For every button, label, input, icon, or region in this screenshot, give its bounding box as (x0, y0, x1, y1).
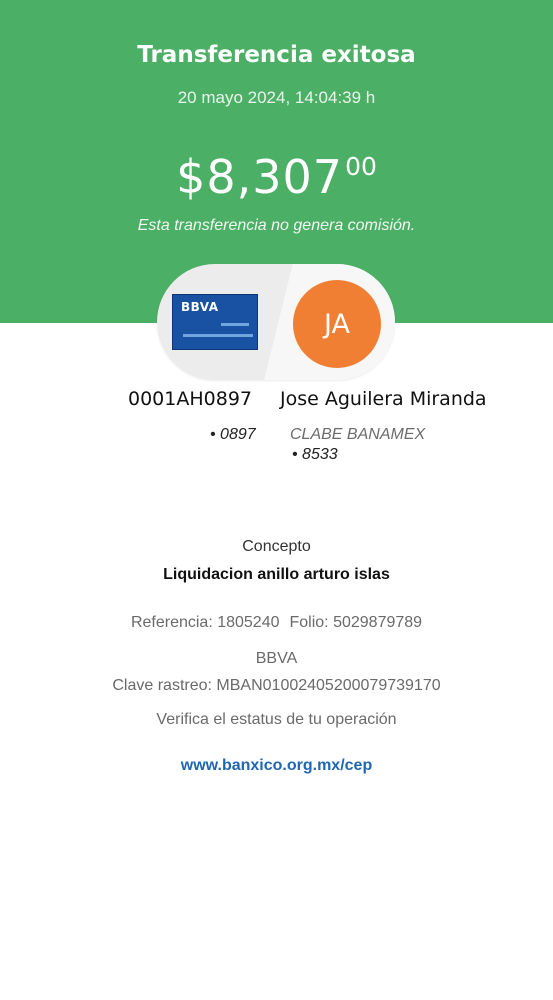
recipient-clabe-last: • 8533 (292, 446, 338, 463)
verify-status-text: Verifica el estatus de tu operación (156, 711, 397, 728)
concept-label: Concepto (242, 538, 311, 555)
bank-logo: BBVA (181, 300, 219, 314)
amount-cents: 00 (345, 152, 377, 181)
tracking-key: Clave rastreo: MBAN01002405200079739170 (112, 677, 441, 694)
transfer-datetime: 20 mayo 2024, 14:04:39 h (177, 88, 376, 107)
banxico-cep-link[interactable]: www.banxico.org.mx/cep (180, 757, 373, 774)
reference-folio-line (0, 614, 553, 632)
folio: Folio: 5029879789 (289, 614, 423, 631)
bank-card-icon (172, 294, 258, 350)
transfer-amount (0, 150, 553, 204)
page-title: Transferencia exitosa (137, 42, 416, 68)
amount-main: $8,307 (176, 150, 344, 204)
sender-account-last: • 0897 (210, 426, 256, 443)
commission-note: Esta transferencia no genera comisión. (137, 217, 416, 234)
sender-account-id: 0001AH0897 (128, 388, 252, 410)
recipient-avatar: JA (293, 280, 381, 368)
recipient-clabe-label: CLABE BANAMEX (290, 426, 426, 443)
bank-name: BBVA (255, 650, 298, 667)
concept-value: Liquidacion anillo arturo islas (163, 566, 390, 583)
recipient-name: Jose Aguilera Miranda (280, 388, 487, 410)
reference: Referencia: 1805240 (130, 614, 280, 631)
